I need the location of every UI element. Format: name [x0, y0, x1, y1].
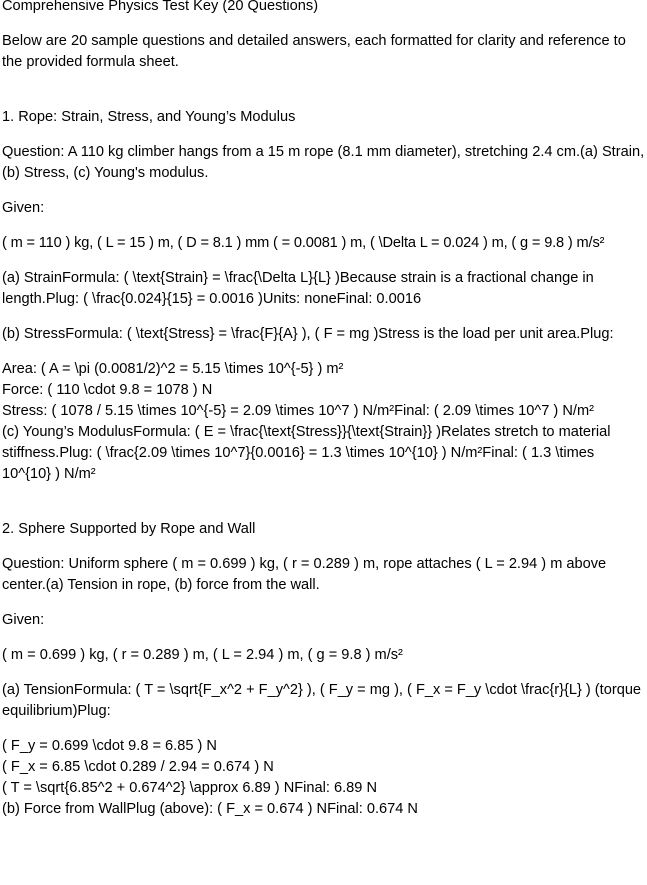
- q2-question: Question: Uniform sphere ( m = 0.699 ) kg, ( r = 0.289 ) m, rope attaches ( L = 2.94 ) m above center.(a) Tension in rope, (b) force from the wall.: [2, 556, 607, 593]
- q2-given-label: Given:: [2, 612, 45, 628]
- q2-heading: 2. Sphere Supported by Rope and Wall: [2, 521, 256, 537]
- document-title: Comprehensive Physics Test Key (20 Questions): [2, 0, 319, 14]
- q1-area: Area: ( A = \pi (0.0081/2)^2 = 5.15 \times 10^{-5} ) m²: [2, 361, 344, 377]
- q1-force: Force: ( 110 \cdot 9.8 = 1078 ) N: [2, 382, 213, 398]
- q2-fy: ( F_y = 0.699 \cdot 9.8 = 6.85 ) N: [2, 738, 217, 754]
- intro-paragraph: Below are 20 sample questions and detailed answers, each formatted for clarity and reference to the provided formula sheet.: [2, 33, 626, 70]
- q1-heading: 1. Rope: Strain, Stress, and Young’s Modulus: [2, 109, 296, 125]
- q2-given: ( m = 0.699 ) kg, ( r = 0.289 ) m, ( L = 2.94 ) m, ( g = 9.8 ) m/s²: [2, 647, 403, 663]
- q2-part-a: (a) TensionFormula: ( T = \sqrt{F_x^2 + F_y^2} ), ( F_y = mg ), ( F_x = F_y \cdot \frac{r}{L} ) (torque equilibrium)Plug:: [2, 682, 642, 719]
- q1-given-label: Given:: [2, 200, 45, 216]
- q1-given: ( m = 110 ) kg, ( L = 15 ) m, ( D = 8.1 ) mm ( = 0.0081 ) m, ( \Delta L = 0.024 ) m, ( g = 9.8 ) m/s²: [2, 235, 605, 251]
- q1-question: Question: A 110 kg climber hangs from a 15 m rope (8.1 mm diameter), stretching 2.4 cm.(a) Strain, (b) Stress, (c) Young's modulus.: [2, 144, 645, 181]
- q1-part-b: (b) StressFormula: ( \text{Stress} = \frac{F}{A} ), ( F = mg )Stress is the load per unit area.Plug:: [2, 326, 614, 342]
- q2-tension: ( T = \sqrt{6.85^2 + 0.674^2} \approx 6.89 ) NFinal: 6.89 N: [2, 780, 377, 796]
- q1-stress: Stress: ( 1078 / 5.15 \times 10^{-5} = 2.09 \times 10^7 ) N/m²Final: ( 2.09 \times 10^7 ) N/m²: [2, 403, 594, 419]
- q1-part-a: (a) StrainFormula: ( \text{Strain} = \frac{\Delta L}{L} )Because strain is a fractional change in length.Plug: ( \frac{0.024}{15} = 0.0016 )Units: noneFinal: 0.0016: [2, 270, 594, 307]
- q1-part-c: (c) Young’s ModulusFormula: ( E = \frac{\text{Stress}}{\text{Strain}} )Relates stretch to material stiffness.Plug: ( \frac{2.09 \times 10^7}{0.0016} = 1.3 \times 10^{10} ) N/m²Final: ( 1.3 \times 10^{10} ) N/m²: [2, 424, 611, 482]
- q2-fx: ( F_x = 6.85 \cdot 0.289 / 2.94 = 0.674 ) N: [2, 759, 274, 775]
- q2-part-b: (b) Force from WallPlug (above): ( F_x = 0.674 ) NFinal: 0.674 N: [2, 801, 418, 817]
